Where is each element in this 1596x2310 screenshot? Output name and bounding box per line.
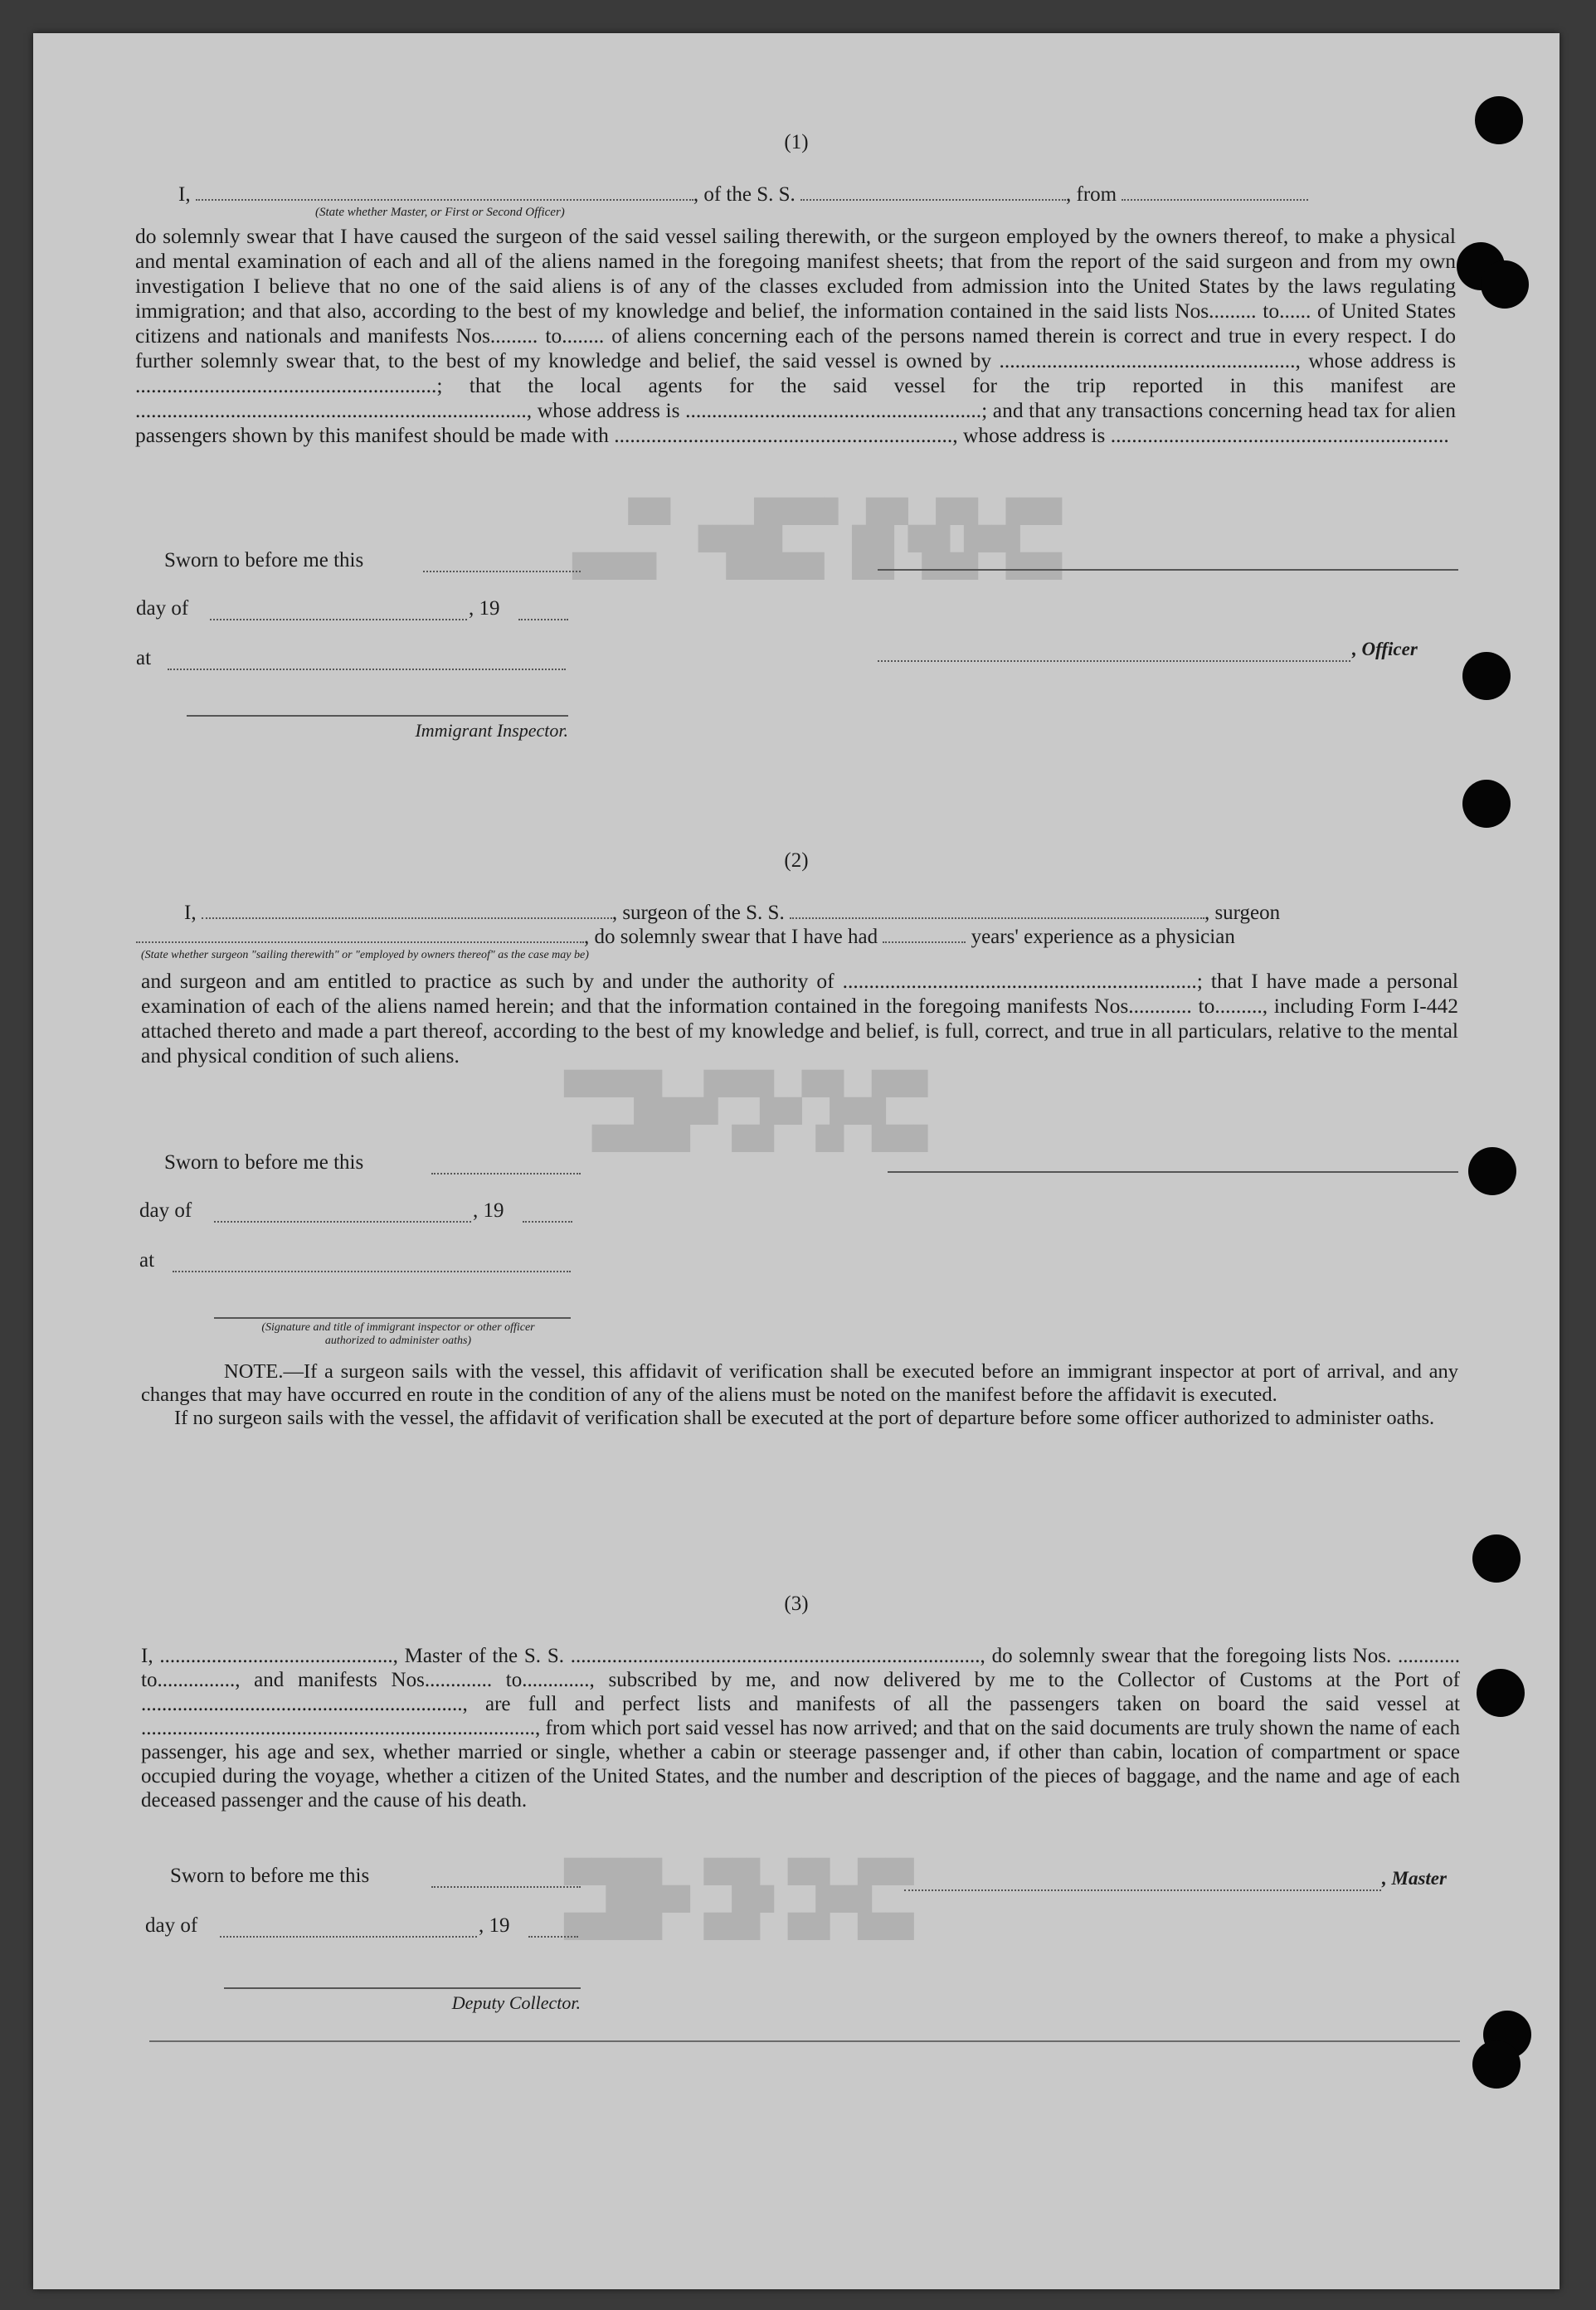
inspector-signature-line bbox=[187, 715, 568, 717]
surgeon-status-field bbox=[136, 923, 584, 943]
surgeon-end-label: , surgeon bbox=[1204, 902, 1281, 924]
section-1-lead bbox=[178, 181, 1456, 207]
bottom-rule bbox=[149, 2040, 1460, 2042]
officer-rank-caption: (State whether Master, or First or Second Officer) bbox=[315, 206, 565, 219]
at-label: at bbox=[139, 1249, 155, 1272]
section-2-line-2 bbox=[136, 923, 1463, 949]
note-no-surgeon: If no surgeon sails with the vessel, the affidavit of verification shall be executed at the port of departure before some officer authorized to administer oaths. bbox=[174, 1407, 1435, 1429]
sworn-label: Sworn to before me this bbox=[170, 1865, 370, 1887]
authorized-officer-signature-line bbox=[214, 1317, 571, 1319]
immigrant-inspector-label: Immigrant Inspector. bbox=[415, 720, 568, 741]
month-field bbox=[210, 601, 467, 620]
section-2-lead bbox=[184, 899, 1462, 925]
officer-signature-line bbox=[878, 569, 1458, 571]
year-field bbox=[518, 601, 568, 620]
day-of-label: day of bbox=[139, 1199, 192, 1222]
from-port-field bbox=[1122, 181, 1308, 201]
at-place-field bbox=[168, 650, 566, 670]
binder-hole bbox=[1472, 1534, 1521, 1583]
year-label: , 19 bbox=[473, 1199, 504, 1222]
of-ss-label: , of the S. S. bbox=[693, 183, 796, 206]
lead-i: I, bbox=[178, 183, 191, 206]
officer-title-field bbox=[878, 642, 1350, 662]
sworn-day-field bbox=[431, 1155, 581, 1174]
at-place-field bbox=[173, 1252, 571, 1272]
binder-hole bbox=[1462, 780, 1511, 828]
at-label: at bbox=[136, 647, 152, 669]
signature-caption: (Signature and title of immigrant inspector or other officer authorized to administer oaths) bbox=[261, 1321, 535, 1347]
surgeon-signature-line bbox=[888, 1171, 1458, 1173]
sworn-label: Sworn to before me this bbox=[164, 1151, 364, 1174]
vessel-name-field bbox=[800, 181, 1066, 201]
binder-hole bbox=[1472, 2040, 1521, 2089]
master-label: , Master bbox=[1382, 1868, 1447, 1889]
from-label: , from bbox=[1066, 183, 1117, 206]
day-of-label: day of bbox=[136, 597, 189, 620]
binder-hole bbox=[1468, 1147, 1516, 1195]
binder-hole bbox=[1462, 652, 1511, 700]
section-2-number: (2) bbox=[784, 849, 809, 872]
deputy-collector-label: Deputy Collector. bbox=[451, 1992, 581, 2013]
surgeon-name-field bbox=[202, 899, 612, 919]
lead-i: I, bbox=[184, 902, 197, 924]
years-field bbox=[883, 923, 966, 943]
section-2-text: and surgeon and am entitled to practice as such by and under the authority of ...................................................................; that I have made a personal examination of each of the aliens named herein; and that the information contained in the foregoing manifests Nos............ to........., including Form I-442 attached thereto and made a part thereof, according to the best of my knowledge and belief, is full, correct, and true in all particulars, relative to the mental and physical condition of such aliens. bbox=[141, 969, 1458, 1067]
section-3-body bbox=[141, 1644, 1460, 1812]
surgeon-of-label: , surgeon of the S. S. bbox=[611, 902, 785, 924]
year-field bbox=[528, 1918, 578, 1938]
day-of-label: day of bbox=[145, 1914, 198, 1937]
surgeon-status-caption: (State whether surgeon "sailing therewith" or "employed by owners thereof" as the case may be) bbox=[141, 949, 589, 961]
sworn-day-field bbox=[423, 552, 581, 572]
year-label: , 19 bbox=[479, 1914, 510, 1937]
section-2-notes bbox=[141, 1360, 1458, 1430]
master-signature-field bbox=[904, 1871, 1381, 1891]
section-3-number: (3) bbox=[784, 1593, 809, 1615]
month-field bbox=[220, 1918, 477, 1938]
bleed-through-texture: ████ ███ ███ ██████ ███ ████ ███ ███ ██████ ████ ████ ███ ███████ ██████ bbox=[572, 498, 1063, 580]
year-label: , 19 bbox=[469, 597, 500, 620]
years-label: years' experience as a physician bbox=[971, 926, 1235, 948]
section-1-number: (1) bbox=[784, 131, 809, 153]
month-field bbox=[214, 1203, 471, 1223]
officer-name-field bbox=[196, 181, 693, 201]
section-2-body bbox=[141, 969, 1458, 1068]
officer-label: , Officer bbox=[1352, 639, 1418, 659]
binder-hole bbox=[1477, 1669, 1525, 1717]
section-1-text: do solemnly swear that I have caused the surgeon of the said vessel sailing therewith, or the surgeon employed by the owners thereof, to make a physical and mental examination of each and all of the aliens named in the foregoing manifest sheets; that from the report of the said surgeon and from my own investigation I believe that no one of the said aliens is of any of the classes excluded from admission into the United States by the laws regulating immigration; and that also, according to the best of my knowledge and belief, the information contained in the said lists Nos......... to...... of United States citizens and nationals and manifests Nos......... to........ of aliens concerning each of the persons named therein is correct and true in every respect. I do further solemnly swear that, to the best of my knowledge and belief, the said vessel is owned by ........................................................, whose address is .........................................................; that the local agents for the said vessel for the trip reported in this manifest are .........................................................................., whose address is ........................................................; and that any transactions concerning head tax for alien passengers shown by this manifest should be made with ................................................................, whose address is ................................................................ bbox=[135, 224, 1456, 447]
section-3-text: I, ............................................., Master of the S. S. ..............................................................................., do solemnly swear that the foregoing lists Nos. ............ to..............., and manifests Nos............. to............., subscribed by me, and now delivered by me to the Collector of Customs at the Port of .............................................................., are full and perfect lists and manifests of all the passengers taken on board the said vessel at ............................................................................, from which port said vessel has now arrived; and that on the said documents are truly shown the name of each passenger, his age and sex, whether married or single, whether a cabin or steerage passenger and, if other than cabin, location of compartment or space occupied during the voyage, whether a citizen of the United States, and the number and description of the pieces of baggage, and the name and age of each deceased passenger and the cause of his death. bbox=[141, 1645, 1460, 1812]
sworn-day-field bbox=[431, 1868, 581, 1888]
bleed-through-texture: ████ ███ █████ ███████ ████ ███ ██████ ████ ██ ███ ███████ bbox=[564, 1070, 928, 1152]
year-field bbox=[523, 1203, 572, 1223]
note-surgeon-sails: NOTE.—If a surgeon sails with the vessel, this affidavit of verification shall be executed before an immigrant inspector at port of arrival, and any changes that may have occurred en route in the condition of any of the aliens must be noted on the manifest before the affidavit is executed. bbox=[141, 1360, 1458, 1406]
binder-hole bbox=[1481, 260, 1529, 309]
section-1-body bbox=[135, 224, 1456, 448]
document-page bbox=[33, 33, 1560, 2289]
solemnly-label: , do solemnly swear that I have had bbox=[584, 926, 878, 948]
vessel-name-field bbox=[790, 899, 1204, 919]
bleed-through-texture: ████ ███ ████ ███████ ████ ███ ██████ ████ ███ ████ ███████ bbox=[564, 1858, 914, 1940]
sworn-label: Sworn to before me this bbox=[164, 549, 364, 571]
deputy-signature-line bbox=[224, 1987, 581, 1989]
